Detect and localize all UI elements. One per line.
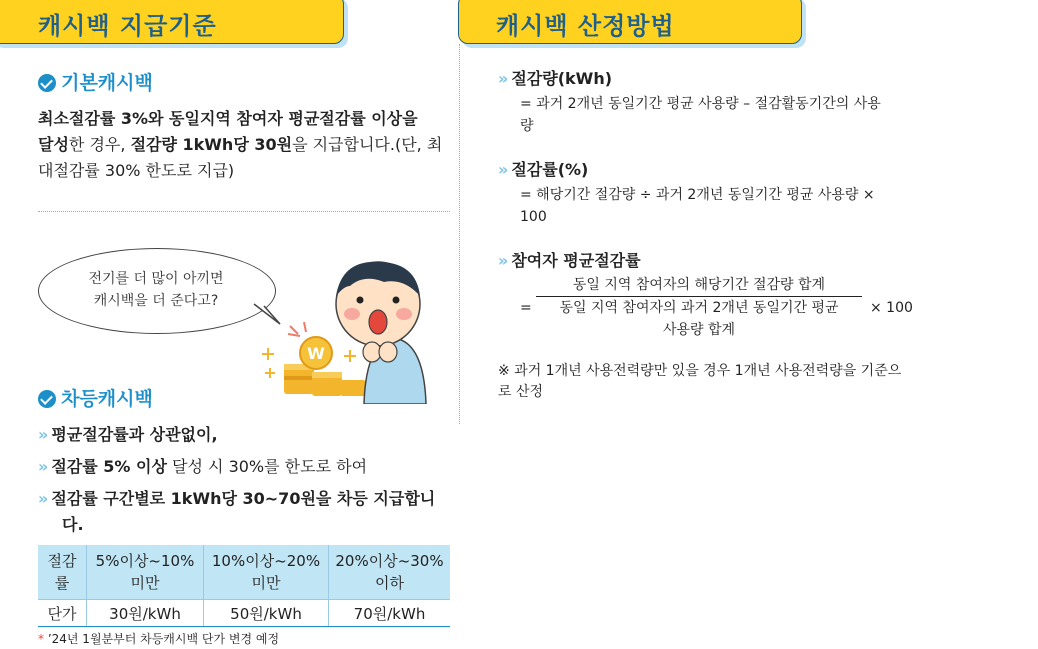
header-cell-line: 20%이상~30% xyxy=(335,552,444,570)
basic-line3: 대절감률 30% 한도로 지급) xyxy=(38,161,235,180)
savings-amount-formula-2: 량 xyxy=(520,118,534,134)
rate-table-header-cell xyxy=(329,545,451,600)
rate-table-header-cell xyxy=(204,545,329,600)
diff-cashback-heading xyxy=(38,384,153,411)
diff-bullet-3 xyxy=(38,486,458,512)
header-cell-line: 5%이상~10% xyxy=(95,552,195,570)
header-cell-line: 미만 xyxy=(251,574,281,592)
column-divider xyxy=(459,44,460,424)
table-row xyxy=(38,600,450,627)
savings-amount-heading xyxy=(498,66,612,89)
double-chevron-icon: » xyxy=(498,69,506,88)
bubble-line1: 전기를 더 많이 아끼면 xyxy=(88,271,224,287)
diff-bullet-1 xyxy=(38,422,218,448)
table-cell: 30원/kWh xyxy=(87,600,204,627)
check-circle-icon xyxy=(38,74,56,92)
coin-stack-icon xyxy=(284,364,366,396)
basic-line2c: 절감량 1kWh당 30원 xyxy=(130,135,293,154)
savings-amount-title: 절감량(kWh) xyxy=(511,69,613,88)
right-header-title: 캐시백 산정방법 xyxy=(496,12,675,40)
double-chevron-icon: » xyxy=(498,160,506,179)
diff-bullet-3-text: 절감률 구간별로 1kWh당 30~70원을 차등 지급합니 xyxy=(51,489,436,508)
savings-rate-heading xyxy=(498,157,588,180)
left-header-title: 캐시백 지급기준 xyxy=(38,12,217,40)
check-circle-icon xyxy=(38,390,56,408)
won-coin-label: W xyxy=(307,344,325,363)
footnote-star: * xyxy=(38,632,44,646)
basic-line2d: 을 지급합니다.(단, 최 xyxy=(292,135,443,154)
double-chevron-icon: » xyxy=(38,489,46,508)
header-cell-line: 이하 xyxy=(375,574,404,592)
rate-table-header-cell xyxy=(38,545,87,600)
table-cell: 단가 xyxy=(38,600,87,627)
savings-rate-formula-2: 100 xyxy=(520,209,547,225)
calc-note-2: 로 산정 xyxy=(498,384,544,400)
basic-cashback-heading xyxy=(38,68,153,95)
basic-line2a: 달성 xyxy=(38,135,69,154)
avg-rate-title: 참여자 평균절감률 xyxy=(511,251,641,270)
rate-table xyxy=(38,545,450,627)
fraction-multiplier: × 100 xyxy=(870,300,913,316)
rate-table-header-cell xyxy=(87,545,204,600)
calc-note-1: ※ 과거 1개년 사용전력량만 있을 경우 1개년 사용전력량을 기준으 xyxy=(498,363,902,379)
section-divider xyxy=(38,211,450,212)
table-cell: 50원/kWh xyxy=(204,600,329,627)
rate-table-header-row xyxy=(38,545,450,600)
fraction-denominator-1: 동일 지역 참여자의 과거 2개년 동일기간 평균 xyxy=(559,300,839,316)
basic-line2b: 한 경우, xyxy=(68,135,131,154)
avg-rate-heading xyxy=(498,248,641,271)
double-chevron-icon: » xyxy=(498,251,506,270)
footnote xyxy=(38,630,279,647)
header-cell-line: 절감 xyxy=(47,552,77,570)
basic-cashback-description xyxy=(38,106,458,184)
double-chevron-icon: » xyxy=(38,457,46,476)
savings-rate-title: 절감률(%) xyxy=(511,160,589,179)
double-chevron-icon: » xyxy=(38,425,46,444)
fraction-equals: = xyxy=(520,300,532,316)
header-cell-line: 미만 xyxy=(130,574,160,592)
diff-cashback-title: 차등캐시백 xyxy=(61,388,153,410)
fraction-denominator-2: 사용량 합계 xyxy=(662,322,736,338)
fraction-numerator: 동일 지역 참여자의 해당기간 절감량 합계 xyxy=(572,277,826,293)
savings-rate-formula-1: = 해당기간 절감량 ÷ 과거 2개년 동일기간 평균 사용량 × xyxy=(520,187,875,203)
diff-bullet-2 xyxy=(38,454,367,480)
basic-cashback-title: 기본캐시백 xyxy=(61,72,153,94)
table-cell: 70원/kWh xyxy=(329,600,451,627)
surprised-boy-illustration xyxy=(254,256,434,404)
header-cell-line: 률 xyxy=(54,574,70,592)
savings-amount-formula-1: = 과거 2개년 동일기간 평균 사용량 – 절감활동기간의 사용 xyxy=(520,96,881,112)
diff-bullet-1-text: 평균절감률과 상관없이, xyxy=(51,425,218,444)
diff-bullet-3-cont xyxy=(62,512,84,538)
fraction-bar xyxy=(536,296,862,297)
footnote-text: ’24년 1월분부터 차등캐시백 단가 변경 예정 xyxy=(44,632,280,646)
diff-bullet-2-text: 달성 시 30%를 한도로 하여 xyxy=(166,457,368,476)
bubble-line2: 캐시백을 더 준다고? xyxy=(93,293,219,309)
diff-bullet-2-bold: 절감률 5% 이상 xyxy=(51,457,167,476)
header-cell-line: 10%이상~20% xyxy=(211,552,321,570)
basic-line1: 최소절감률 3%와 동일지역 참여자 평균절감률 이상을 xyxy=(38,109,418,128)
diff-bullet-3-cont-text: 다. xyxy=(62,515,84,534)
